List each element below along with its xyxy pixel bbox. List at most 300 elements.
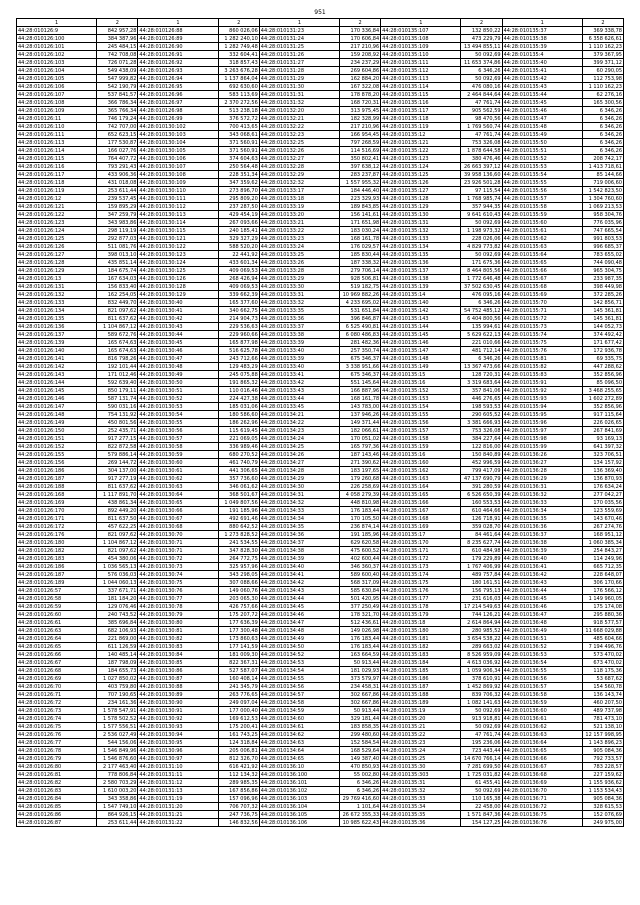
cadastral-number-cell: 44:28:010130:129 [138, 291, 218, 299]
cadastral-number-cell: 44:28:010136:69 [502, 779, 582, 787]
value-cell: 652 623,15 [97, 131, 138, 139]
value-cell: 264 772,75 [218, 555, 259, 563]
cadastral-number-cell: 44:28:010130:57 [138, 435, 218, 443]
cadastral-number-cell: 44:28:010131:11 [138, 771, 218, 779]
cadastral-number-cell: 44:28:010130:114 [138, 219, 218, 227]
value-cell: 179 260,68 [340, 475, 381, 483]
value-cell: 492 691,46 [218, 515, 259, 523]
cadastral-number-cell: 44:28:010135:92 [502, 387, 582, 395]
cadastral-number-cell: 44:28:010135:83 [502, 371, 582, 379]
value-cell: 62 276,16 [582, 91, 623, 99]
cadastral-number-cell: 44:28:010135:36 [381, 819, 461, 827]
value-cell: 3 319 683,64 [461, 379, 502, 387]
value-cell: 892 449,20 [97, 507, 138, 515]
value-cell: 398 013,10 [97, 251, 138, 259]
cadastral-number-cell: 44:28:010126:89 [138, 35, 218, 43]
cadastral-number-cell: 44:28:010130:126 [138, 275, 218, 283]
value-cell: 343 298,05 [218, 571, 259, 579]
value-cell: 346 061,62 [218, 483, 259, 491]
value-cell: 180 161,51 [461, 579, 502, 587]
cadastral-number-cell: 44:28:010136:45 [502, 595, 582, 603]
cadastral-number-cell: 44:28:010133:31 [259, 291, 339, 299]
cadastral-number-cell: 44:28:010135:60 [502, 219, 582, 227]
cadastral-number-cell: 44:28:010130:80 [138, 619, 218, 627]
cadastral-number-cell: 44:28:010134:53 [259, 659, 339, 667]
cadastral-number-cell: 44:28:010135:138 [381, 275, 461, 283]
cadastral-number-cell: 44:28:010136:33 [502, 499, 582, 507]
cadastral-number-cell: 44:28:010126:97 [138, 99, 218, 107]
value-cell: 227 159,62 [582, 771, 623, 779]
cadastral-number-cell: 44:28:010135:112 [381, 67, 461, 75]
table-row [17, 435, 624, 443]
value-cell: 156 141,61 [340, 211, 381, 219]
value-cell: 816 798,26 [97, 355, 138, 363]
value-cell: 347 259,79 [97, 211, 138, 219]
value-cell: 269 604,86 [340, 67, 381, 75]
table-row [17, 771, 624, 779]
cadastral-number-cell: 44:28:010136:43 [502, 579, 582, 587]
value-cell: 377 250,49 [340, 603, 381, 611]
value-cell: 228 026,06 [461, 235, 502, 243]
value-cell: 753 326,08 [461, 427, 502, 435]
value-cell: 176 634,24 [582, 483, 623, 491]
value-cell: 304 137,00 [97, 467, 138, 475]
header-cell: 2 [582, 19, 623, 27]
value-cell: 1 610 003,20 [97, 787, 138, 795]
value-cell: 372 285,26 [582, 291, 623, 299]
cadastral-number-cell: 44:28:010130:54 [138, 411, 218, 419]
value-cell: 792 733,57 [582, 755, 623, 763]
cadastral-number-cell: 44:28:010133:45 [259, 403, 339, 411]
value-cell: 249 097,04 [218, 699, 259, 707]
cadastral-number-cell: 44:28:010135:166 [381, 499, 461, 507]
cadastral-number-cell: 44:28:010134:29 [259, 475, 339, 483]
value-cell: 184 655,73 [97, 667, 138, 675]
cadastral-number-cell: 44:28:010130:104 [138, 139, 218, 147]
cadastral-number-cell: 44:28:010126:67 [17, 659, 97, 667]
value-cell: 263 776,65 [218, 691, 259, 699]
value-cell: 50 092,69 [461, 707, 502, 715]
value-cell: 179 229,89 [461, 555, 502, 563]
value-cell: 742 708,08 [97, 51, 138, 59]
cadastral-number-cell: 44:28:010126:72 [17, 699, 97, 707]
cadastral-number-cell: 44:28:010135:4 [502, 51, 582, 59]
cadastral-number-cell: 44:28:010135:73 [502, 323, 582, 331]
value-cell: 1 044 060,13 [97, 579, 138, 587]
cadastral-number-cell: 44:28:010135:162 [381, 467, 461, 475]
value-cell: 134 157,92 [582, 459, 623, 467]
value-cell: 168 161,78 [340, 395, 381, 403]
table-row [17, 251, 624, 259]
value-cell: 1 110 162,23 [582, 43, 623, 51]
cadastral-number-cell: 44:28:010135:68 [502, 283, 582, 291]
value-cell: 579 886,14 [97, 451, 138, 459]
value-cell: 47 137 690,79 [461, 475, 502, 483]
value-cell: 1 725 031,82 [461, 771, 502, 779]
value-cell: 298 119,19 [97, 227, 138, 235]
cadastral-number-cell: 44:28:010130:67 [138, 515, 218, 523]
cadastral-number-cell: 44:28:010135:303 [381, 771, 461, 779]
cadastral-number-cell: 44:28:010136:59 [502, 699, 582, 707]
value-cell: 433 906,36 [97, 171, 138, 179]
value-cell: 161 743,25 [218, 731, 259, 739]
cadastral-number-cell: 44:28:010134:47 [259, 619, 339, 627]
table-row [17, 611, 624, 619]
cadastral-number-cell: 44:28:010126:59 [17, 603, 97, 611]
cadastral-number-cell: 44:28:010136:56 [502, 675, 582, 683]
value-cell: 1 768 985,74 [461, 195, 502, 203]
value-cell: 641 397,32 [582, 443, 623, 451]
cadastral-number-cell: 44:28:010135:137 [381, 267, 461, 275]
cadastral-number-cell: 44:28:010136:60 [502, 707, 582, 715]
value-cell: 50 913,44 [340, 707, 381, 715]
value-cell: 47 761,74 [461, 99, 502, 107]
table-row [17, 331, 624, 339]
value-cell: 168 161,78 [340, 235, 381, 243]
cadastral-number-cell: 44:28:010126:108 [17, 99, 97, 107]
cadastral-number-cell: 44:28:010130:113 [138, 211, 218, 219]
cadastral-number-cell: 44:28:010126:170 [17, 507, 97, 515]
value-cell: 516 625,78 [218, 347, 259, 355]
cadastral-number-cell: 44:28:010135:189 [381, 699, 461, 707]
cadastral-number-cell: 44:28:010126:126 [17, 243, 97, 251]
table-row [17, 523, 624, 531]
value-cell: 811 637,50 [97, 515, 138, 523]
value-cell: 236 874,14 [340, 523, 381, 531]
cadastral-number-cell: 44:28:010136:54 [502, 659, 582, 667]
cadastral-number-cell: 44:28:010134:25 [259, 443, 339, 451]
table-row [17, 667, 624, 675]
value-cell: 13 494 855,11 [461, 43, 502, 51]
value-cell: 996 685,37 [582, 243, 623, 251]
cadastral-number-cell: 44:28:010135:63 [502, 243, 582, 251]
cadastral-number-cell: 44:28:010136:66 [502, 755, 582, 763]
cadastral-number-cell: 44:28:010130:63 [138, 483, 218, 491]
value-cell: 172 936,78 [582, 347, 623, 355]
cadastral-number-cell: 44:28:010132:21 [259, 115, 339, 123]
cadastral-number-cell: 44:28:010135:152 [381, 387, 461, 395]
cadastral-number-cell: 44:28:010130:72 [138, 555, 218, 563]
value-cell: 1 198 973,32 [461, 227, 502, 235]
value-cell: 918 577,57 [582, 619, 623, 627]
value-cell: 447 288,62 [582, 363, 623, 371]
value-cell: 181 009,30 [218, 651, 259, 659]
cadastral-number-cell: 44:28:010135:134 [381, 243, 461, 251]
cadastral-number-cell: 44:28:010126:135 [17, 315, 97, 323]
cadastral-number-cell: 44:28:010130:79 [138, 611, 218, 619]
value-cell: 821 097,62 [97, 307, 138, 315]
table-row [17, 787, 624, 795]
cadastral-number-cell: 44:28:010135:56 [502, 187, 582, 195]
value-cell: 6 526 650,39 [461, 491, 502, 499]
cadastral-number-cell: 44:28:010135:157 [381, 427, 461, 435]
value-cell: 283 237,87 [340, 171, 381, 179]
table-row [17, 339, 624, 347]
cadastral-number-cell: 44:28:010126:129 [17, 267, 97, 275]
value-cell: 357 736,60 [218, 475, 259, 483]
value-cell: 267 841,69 [582, 427, 623, 435]
cadastral-number-cell: 44:28:010136:100 [259, 771, 339, 779]
value-cell: 13 367 473,66 [461, 363, 502, 371]
value-cell: 97 115,54 [461, 187, 502, 195]
value-cell: 247 736,75 [218, 811, 259, 819]
cadastral-number-cell: 44:28:010130:64 [138, 491, 218, 499]
table-row [17, 299, 624, 307]
value-cell: 253 611,44 [97, 187, 138, 195]
value-cell: 1 143 896,23 [582, 739, 623, 747]
cadastral-number-cell: 44:28:010126:92 [138, 59, 218, 67]
value-cell: 475 600,52 [340, 547, 381, 555]
value-cell: 171 677,42 [582, 339, 623, 347]
cadastral-number-cell: 44:28:010130:48 [138, 363, 218, 371]
value-cell: 192 101,44 [97, 363, 138, 371]
cadastral-number-cell: 44:28:010136:61 [502, 715, 582, 723]
value-cell: 457 622,25 [97, 523, 138, 531]
cadastral-number-cell: 44:28:010131:10 [138, 763, 218, 771]
value-cell: 547 999,82 [97, 75, 138, 83]
header-cell: 1 [381, 19, 461, 27]
value-cell: 374 492,42 [582, 331, 623, 339]
value-cell: 267 093,66 [218, 219, 259, 227]
header-cell: 2 [218, 19, 259, 27]
cadastral-number-cell: 44:28:010136:104 [259, 803, 339, 811]
cadastral-number-cell: 44:28:010133:26 [259, 259, 339, 267]
value-cell: 343 068,61 [218, 131, 259, 139]
cadastral-number-cell: 44:28:010135:19 [381, 707, 461, 715]
value-cell: 6 525 490,81 [340, 323, 381, 331]
table-row [17, 715, 624, 723]
value-cell: 69 335,75 [582, 355, 623, 363]
value-cell: 357 841,06 [461, 387, 502, 395]
value-cell: 149 026,98 [340, 627, 381, 635]
cadastral-number-cell: 44:28:010136:103 [259, 795, 339, 803]
value-cell: 241 345,79 [218, 683, 259, 691]
cadastral-number-cell: 44:28:010126:150 [17, 427, 97, 435]
value-cell: 958 304,76 [582, 211, 623, 219]
cadastral-number-cell: 44:28:010134:46 [259, 611, 339, 619]
cadastral-number-cell: 44:28:010130:91 [138, 707, 218, 715]
cadastral-number-cell: 44:28:010136:75 [502, 811, 582, 819]
value-cell: 241 534,55 [218, 539, 259, 547]
cadastral-number-cell: 44:28:010135:91 [502, 379, 582, 387]
value-cell: 793 291,43 [97, 163, 138, 171]
value-cell: 191 185,96 [218, 507, 259, 515]
value-cell: 1 578 502,52 [97, 715, 138, 723]
value-cell: 168 951,12 [582, 531, 623, 539]
table-row [17, 643, 624, 651]
value-cell: 409 069,53 [218, 267, 259, 275]
cadastral-number-cell: 44:28:010135:33 [381, 795, 461, 803]
cadastral-number-cell: 44:28:010126:9 [17, 27, 97, 35]
value-cell: 168 720,31 [340, 99, 381, 107]
value-cell: 171 651,98 [340, 219, 381, 227]
cadastral-number-cell: 44:28:010126:78 [17, 747, 97, 755]
table-row [17, 515, 624, 523]
cadastral-number-cell: 44:28:010126:71 [17, 691, 97, 699]
value-cell: 1 153 534,43 [582, 787, 623, 795]
cadastral-number-cell: 44:28:010135:53 [502, 163, 582, 171]
value-cell: 183 197,65 [340, 467, 381, 475]
cadastral-number-cell: 44:28:010133:32 [259, 299, 339, 307]
cadastral-number-cell: 44:28:010136:10 [259, 763, 339, 771]
value-cell: 573 470,02 [582, 651, 623, 659]
cadastral-number-cell: 44:28:010134:37 [259, 539, 339, 547]
cadastral-number-cell: 44:28:010130:88 [138, 683, 218, 691]
cadastral-number-cell: 44:28:010134:22 [259, 419, 339, 427]
cadastral-number-cell: 44:28:010126:116 [17, 163, 97, 171]
cadastral-number-cell: 44:28:010126:88 [138, 27, 218, 35]
cadastral-number-cell: 44:28:010126:63 [17, 627, 97, 635]
cadastral-number-cell: 44:28:010135:127 [381, 187, 461, 195]
cadastral-number-cell: 44:28:010126:151 [17, 435, 97, 443]
value-cell: 170 105,50 [340, 515, 381, 523]
value-cell: 11 668 029,88 [582, 627, 623, 635]
cadastral-number-cell: 44:28:010135:64 [502, 251, 582, 259]
cadastral-number-cell: 44:28:010130:112 [138, 203, 218, 211]
value-cell: 254 843,27 [582, 547, 623, 555]
value-cell: 913 918,81 [461, 715, 502, 723]
table-row [17, 291, 624, 299]
cadastral-number-cell: 44:28:010126:58 [17, 595, 97, 603]
cadastral-number-cell: 44:28:010126:99 [138, 115, 218, 123]
value-cell: 114 516,69 [340, 147, 381, 155]
cadastral-number-cell: 44:28:010135:176 [381, 587, 461, 595]
value-cell: 1 602 272,89 [582, 395, 623, 403]
value-cell: 176 566,12 [582, 587, 623, 595]
value-cell: 3 338 951,66 [340, 363, 381, 371]
cadastral-number-cell: 44:28:010126:146 [17, 395, 97, 403]
cadastral-number-cell: 44:28:010135:180 [381, 627, 461, 635]
value-cell: 176 183,44 [340, 507, 381, 515]
value-cell: 84 461,64 [461, 531, 502, 539]
cadastral-number-cell: 44:28:010134:41 [259, 571, 339, 579]
cadastral-number-cell: 44:28:010136:57 [502, 683, 582, 691]
cadastral-number-cell: 44:28:010136:32 [502, 491, 582, 499]
cadastral-number-cell: 44:28:010135:174 [381, 571, 461, 579]
cadastral-number-cell: 44:28:010134:54 [259, 667, 339, 675]
value-cell: 149 371,44 [340, 419, 381, 427]
value-cell: 380 476,46 [461, 155, 502, 163]
cadastral-number-cell: 44:28:010126:176 [17, 531, 97, 539]
value-cell: 332 604,41 [218, 51, 259, 59]
value-cell: 706 707,32 [218, 803, 259, 811]
cadastral-number-cell: 44:28:010135:42 [502, 75, 582, 83]
table-row [17, 75, 624, 83]
value-cell: 22 441,92 [218, 251, 259, 259]
cadastral-number-cell: 44:28:010130:97 [138, 755, 218, 763]
cadastral-number-cell: 44:28:010130:42 [138, 315, 218, 323]
cadastral-number-cell: 44:28:010135:23 [381, 739, 461, 747]
value-cell: 183 858,35 [340, 723, 381, 731]
cadastral-number-cell: 44:28:010133:40 [259, 363, 339, 371]
value-cell: 680 270,52 [218, 451, 259, 459]
cadastral-number-cell: 44:28:010135:109 [381, 43, 461, 51]
value-cell: 391 280,59 [461, 483, 502, 491]
cadastral-number-cell: 44:28:010133:17 [259, 187, 339, 195]
table-row [17, 483, 624, 491]
table-row [17, 219, 624, 227]
value-cell: 271 390,62 [340, 459, 381, 467]
cadastral-number-cell: 44:28:010134:49 [259, 635, 339, 643]
value-cell: 224 427,38 [218, 395, 259, 403]
cadastral-number-cell: 44:28:010135:119 [381, 123, 461, 131]
cadastral-number-cell: 44:28:010135:47 [502, 115, 582, 123]
value-cell: 378 610,91 [461, 675, 502, 683]
value-cell: 23 926 501,28 [461, 179, 502, 187]
table-row [17, 507, 624, 515]
cadastral-number-cell: 44:28:010133:36 [259, 315, 339, 323]
value-cell: 531 651,84 [340, 307, 381, 315]
cadastral-number-cell: 44:28:010130:123 [138, 251, 218, 259]
value-cell: 4 058 279,39 [340, 491, 381, 499]
value-cell: 1 104 867,12 [97, 323, 138, 331]
cadastral-number-cell: 44:28:010126:132 [17, 291, 97, 299]
cadastral-number-cell: 44:28:010135:182 [381, 643, 461, 651]
value-cell: 3 381 666,93 [461, 419, 502, 427]
value-cell: 229 536,63 [218, 323, 259, 331]
value-cell: 6 346,26 [340, 779, 381, 787]
cadastral-number-cell: 44:28:010126:188 [17, 483, 97, 491]
value-cell: 2 580 703,29 [97, 779, 138, 787]
cadastral-number-cell: 44:28:010133:23 [259, 235, 339, 243]
value-cell: 396 846,87 [340, 315, 381, 323]
cadastral-number-cell: 44:28:010136:67 [502, 763, 582, 771]
cadastral-number-cell: 44:28:010134:62 [259, 731, 339, 739]
value-cell: 191 865,32 [218, 379, 259, 387]
value-cell: 764 407,72 [97, 155, 138, 163]
cadastral-number-cell: 44:28:010126:182 [17, 547, 97, 555]
cadastral-number-cell: 44:28:010130:61 [138, 467, 218, 475]
cadastral-number-cell: 44:28:010135:14 [381, 291, 461, 299]
value-cell: 5 629 622,13 [461, 331, 502, 339]
cadastral-number-cell: 44:28:010130:83 [138, 643, 218, 651]
value-cell: 991 803,53 [582, 235, 623, 243]
cadastral-number-cell: 44:28:010135:124 [381, 163, 461, 171]
table-row [17, 195, 624, 203]
header-cell: 1 [259, 19, 339, 27]
value-cell: 295 809,20 [218, 195, 259, 203]
cadastral-number-cell: 44:28:010126:127 [17, 251, 97, 259]
value-cell: 403 759,80 [97, 683, 138, 691]
cadastral-number-cell: 44:28:010135:135 [381, 251, 461, 259]
cadastral-number-cell: 44:28:010135:45 [502, 99, 582, 107]
value-cell: 1 137 864,04 [218, 75, 259, 83]
cadastral-number-cell: 44:28:010135:70 [502, 299, 582, 307]
value-cell: 234 458,31 [340, 683, 381, 691]
table-row [17, 683, 624, 691]
value-cell: 166 887,96 [340, 387, 381, 395]
cadastral-number-cell: 44:28:010126:134 [17, 307, 97, 315]
table-row [17, 235, 624, 243]
value-cell: 171 675,36 [461, 259, 502, 267]
value-cell: 610 484,98 [461, 547, 502, 555]
cadastral-number-cell: 44:28:010136:35 [502, 515, 582, 523]
cadastral-number-cell: 44:28:010130:62 [138, 475, 218, 483]
value-cell: 198 593,53 [461, 403, 502, 411]
cadastral-number-cell: 44:28:010134:61 [259, 723, 339, 731]
value-cell: 85 096,50 [582, 379, 623, 387]
table-row [17, 819, 624, 827]
cadastral-number-cell: 44:28:010133:30 [259, 283, 339, 291]
value-cell: 1 059 906,34 [461, 667, 502, 675]
cadastral-number-cell: 44:28:010133:37 [259, 323, 339, 331]
cadastral-number-cell: 44:28:010132:27 [259, 155, 339, 163]
value-cell: 176 183,44 [340, 643, 381, 651]
cadastral-number-cell: 44:28:010135:126 [381, 179, 461, 187]
value-cell: 371 560,91 [218, 139, 259, 147]
cadastral-number-cell: 44:28:010136:52 [502, 643, 582, 651]
value-cell: 162 884,20 [340, 75, 381, 83]
